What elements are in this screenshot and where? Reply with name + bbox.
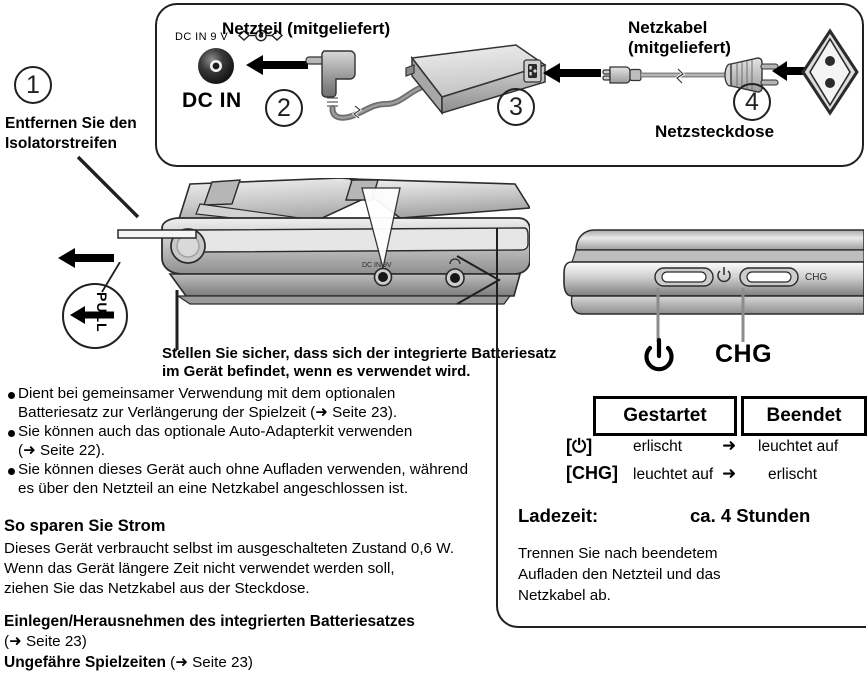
status-column-started-header — [593, 396, 737, 436]
status-row-1-finished: leuchtet auf — [758, 438, 839, 455]
power-saving-line3: ziehen Sie das Netzkabel aus der Steckdose. — [4, 580, 310, 597]
bullet-3-line2: es über den Netzteil an eine Netzkabel angeschlossen ist. — [18, 480, 409, 497]
step-number-1 — [14, 66, 52, 104]
arrow-to-dc-in-icon — [246, 54, 308, 76]
footer-link-2-ref: (➜ Seite 23) — [165, 654, 253, 671]
charge-time-value: ca. 4 Stunden — [690, 505, 811, 526]
step-4-text: 4 — [745, 87, 759, 116]
bullet-3-line1: Sie können dieses Gerät auch ohne Aufladen verwenden, während — [18, 461, 469, 478]
step-number-3 — [497, 88, 535, 126]
status-finished-label: Beendet — [766, 405, 842, 426]
step-number-4 — [733, 83, 771, 121]
outlet-label: Netzsteckdose — [655, 122, 775, 141]
bullet-2-line1: Sie können auch das optionale Auto-Adapterkit verwenden — [18, 423, 413, 440]
dc-in-jack-icon — [192, 44, 240, 88]
arrow-to-adapter-icon — [543, 62, 601, 84]
status-row-1-started: erlischt — [633, 438, 683, 455]
wall-outlet-icon — [800, 28, 860, 116]
status-row-2-label: [CHG] — [566, 463, 618, 483]
bullet-1-line2: Batteriesatz zur Verlängerung der Spielzeit (➜ Seite 23). — [18, 404, 398, 421]
pull-callout-leader — [96, 262, 136, 294]
dc-in-label: DC IN — [182, 89, 242, 112]
footer-link-1: Einlegen/Herausnehmen des integrierten Batteriesatzes — [4, 613, 415, 630]
power-cord-label-line2: (mitgeliefert) — [628, 38, 731, 57]
dc-in-spec-label: DC IN 9 V — [175, 31, 229, 43]
led-caption-leaders — [640, 288, 810, 344]
power-led-caption-icon — [642, 338, 676, 372]
footer-link-2-row — [4, 653, 253, 672]
charge-time-label: Ladezeit: — [518, 505, 599, 526]
power-saving-heading: So sparen Sie Strom — [4, 517, 166, 535]
status-started-label: Gestartet — [623, 405, 707, 426]
status-row-2-arrow: ➜ — [722, 464, 737, 483]
charge-note-line1: Trennen Sie nach beendetem — [518, 545, 718, 562]
power-saving-line1: Dieses Gerät verbraucht selbst im ausgeschalteten Zustand 0,6 W. — [4, 540, 454, 557]
status-row-1-label: [⏻] — [566, 436, 593, 456]
adapter-label: Netzteil (mitgeliefert) — [222, 19, 391, 38]
svg-text:DC IN 9V: DC IN 9V — [362, 262, 392, 269]
step-number-2 — [265, 89, 303, 127]
status-row-1-arrow: ➜ — [722, 436, 737, 455]
charge-note-line2: Aufladen den Netzteil und das — [518, 566, 721, 583]
step-2-text: 2 — [277, 93, 291, 122]
status-column-finished-header — [741, 396, 867, 436]
power-cord-label-line1: Netzkabel — [628, 18, 708, 37]
bullet-1-line1: Dient bei gemeinsamer Verwendung mit dem optionalen — [18, 385, 396, 402]
zoom-callout-connector — [455, 250, 515, 310]
step-1-text: 1 — [26, 70, 40, 99]
bullet-dot — [8, 392, 15, 399]
step-3-text: 3 — [509, 92, 523, 121]
bullet-2-line2: (➜ Seite 22). — [18, 442, 106, 459]
footer-link-1-ref: (➜ Seite 23) — [4, 633, 87, 650]
caution-leader-line — [170, 290, 184, 350]
svg-text:CHG: CHG — [805, 272, 828, 283]
caution-line1: Stellen Sie sicher, dass sich der integrierte Batteriesatz — [162, 345, 557, 362]
caution-line2: im Gerät befindet, wenn es verwendet wird. — [162, 363, 471, 380]
bullet-dot — [8, 468, 15, 475]
footer-link-2: Ungefähre Spielzeiten — [4, 654, 166, 671]
step-1-label-line1: Entfernen Sie den — [5, 115, 137, 132]
step-1-label-line2: Isolatorstreifen — [5, 135, 117, 152]
charge-note-line3: Netzkabel ab. — [518, 587, 611, 604]
power-saving-line2: Wenn das Gerät längere Zeit nicht verwendet werden soll, — [4, 560, 395, 577]
status-row-2-started: leuchtet auf — [633, 466, 714, 483]
pull-label-text: PULL — [94, 292, 110, 333]
status-row-2-finished: erlischt — [768, 466, 818, 483]
pull-label — [96, 290, 116, 340]
bullet-dot — [8, 430, 15, 437]
chg-led-caption: CHG — [715, 340, 773, 368]
